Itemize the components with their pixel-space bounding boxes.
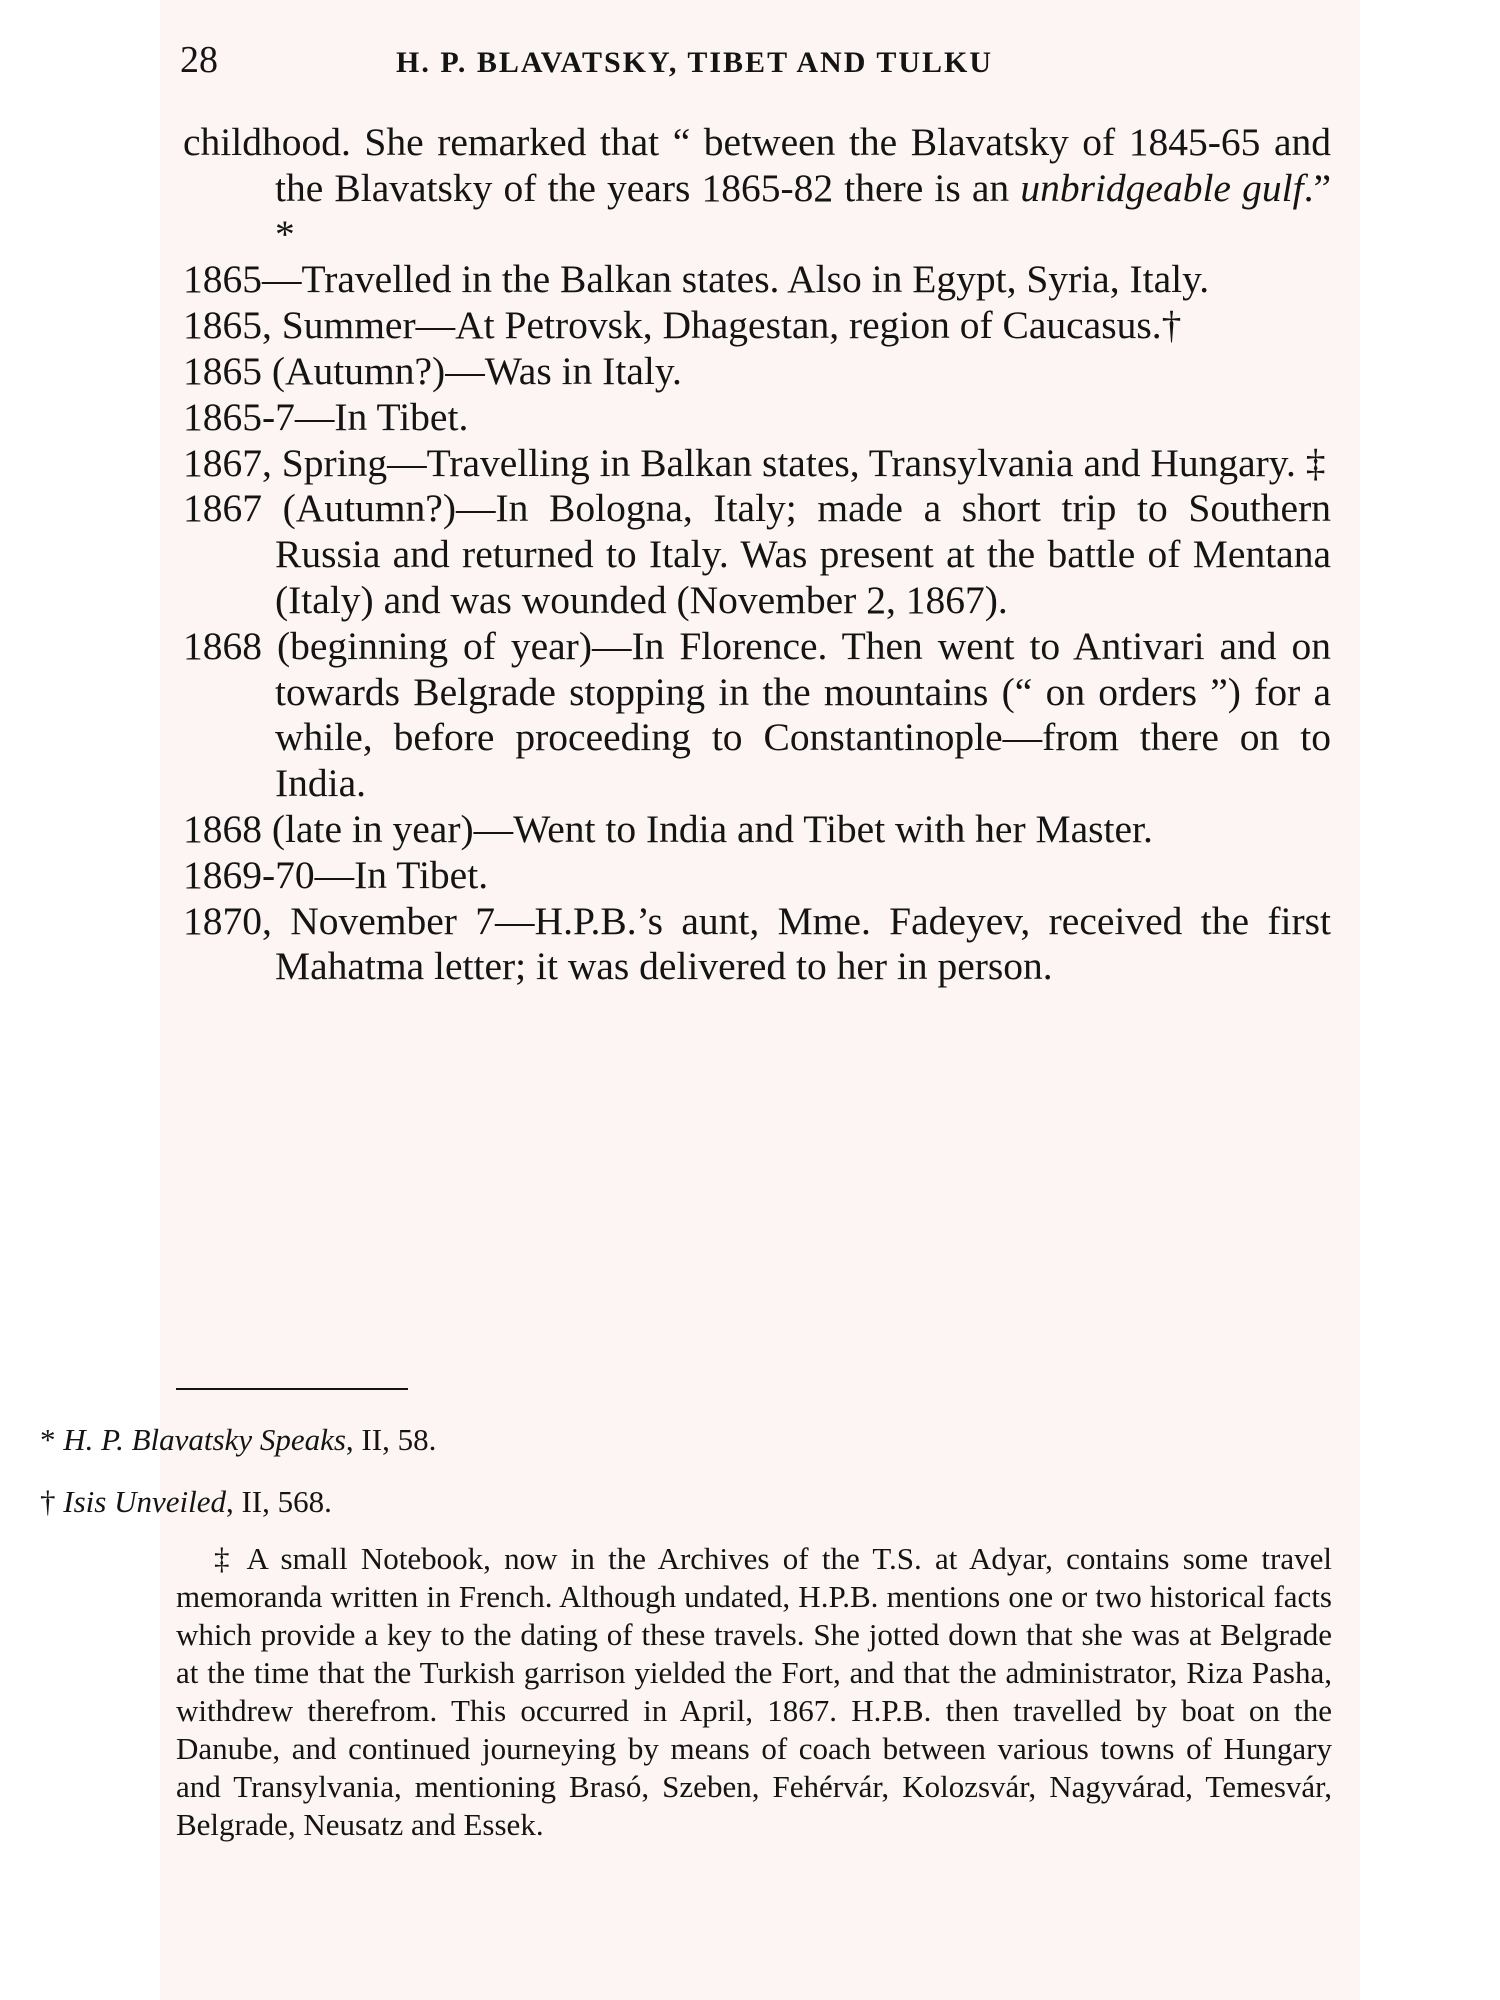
entry-text: childhood. She remarked that “ between the Blavatsky of 1845-65 and the Blavatsky of the years 1865-82 there is an: [183, 120, 1331, 210]
footnote-title: Isis Unveiled: [63, 1484, 226, 1519]
entry-text-tail: .” *: [275, 165, 1331, 256]
entry-childhood-continuation: [183, 120, 1331, 257]
entry-1870-november: 1870, November 7—H.P.B.’s aunt, Mme. Fadeyev, received the first Mahatma letter; it was delivered to her in person.: [183, 898, 1331, 989]
entry-1865-balkan: 1865—Travelled in the Balkan states. Also in Egypt, Syria, Italy.: [183, 257, 1210, 302]
entry-1869-70: 1869-70—In Tibet.: [183, 852, 489, 897]
entry-1867-spring: 1867, Spring—Travelling in Balkan states, Transylvania and Hungary. ‡: [183, 440, 1326, 485]
footnote-mark: †: [40, 1484, 56, 1519]
footnote-star: [40, 1422, 436, 1458]
footnote-dagger: [40, 1484, 332, 1520]
entry-emphasis: unbridgeable gulf: [1020, 165, 1304, 210]
footnote-mark: *: [40, 1422, 56, 1457]
footnote-ref: , II, 58.: [345, 1422, 437, 1457]
chronology-entries: [183, 120, 1331, 990]
footnote-double-dagger: [176, 1540, 1332, 1844]
running-title: H. P. BLAVATSKY, TIBET AND TULKU: [396, 46, 994, 79]
footnote-notebook-text: ‡ A small Notebook, now in the Archives of the T.S. at Adyar, contains some travel memoranda written in French. Although undated, H.P.B. mentions one or two historical facts which provide a key to the dating of these travels. She jotted down that she was at Belgrade at the time that the Turkish garrison yielded the Fort, and that the administrator, Riza Pasha, withdrew therefrom. This occurred in April, 1867. H.P.B. then travelled by boat on the Danube, and continued journeying by means of coach between various towns of Hungary and Transylvania, mentioning Brasó, Szeben, Fehérvár, Kolozsvár, Nagyvárad, Temesvár, Belgrade, Neusatz and Essek.: [176, 1541, 1332, 1842]
entry-1865-7: 1865-7—In Tibet.: [183, 394, 469, 439]
entry-1868-late: 1868 (late in year)—Went to India and Tibet with her Master.: [183, 806, 1153, 851]
entry-1865-autumn: 1865 (Autumn?)—Was in Italy.: [183, 348, 682, 393]
page-header: [180, 28, 1240, 88]
page-number: 28: [180, 39, 218, 81]
footnote-ref: , II, 568.: [225, 1484, 332, 1519]
entry-1868-beginning: 1868 (beginning of year)—In Florence. Then went to Antivari and on towards Belgrade stopping in the mountains (“ on orders ”) for a while, before proceeding to Constantinople—from there on to India.: [183, 623, 1331, 806]
footnote-rule: [176, 1388, 408, 1390]
entry-1867-autumn: 1867 (Autumn?)—In Bologna, Italy; made a short trip to Southern Russia and returned to Italy. Was present at the battle of Mentana (Italy) and was wounded (November 2, 1867).: [183, 486, 1331, 622]
footnote-title: H. P. Blavatsky Speaks: [63, 1422, 346, 1457]
entry-1865-summer: 1865, Summer—At Petrovsk, Dhagestan, region of Caucasus.†: [183, 303, 1182, 348]
